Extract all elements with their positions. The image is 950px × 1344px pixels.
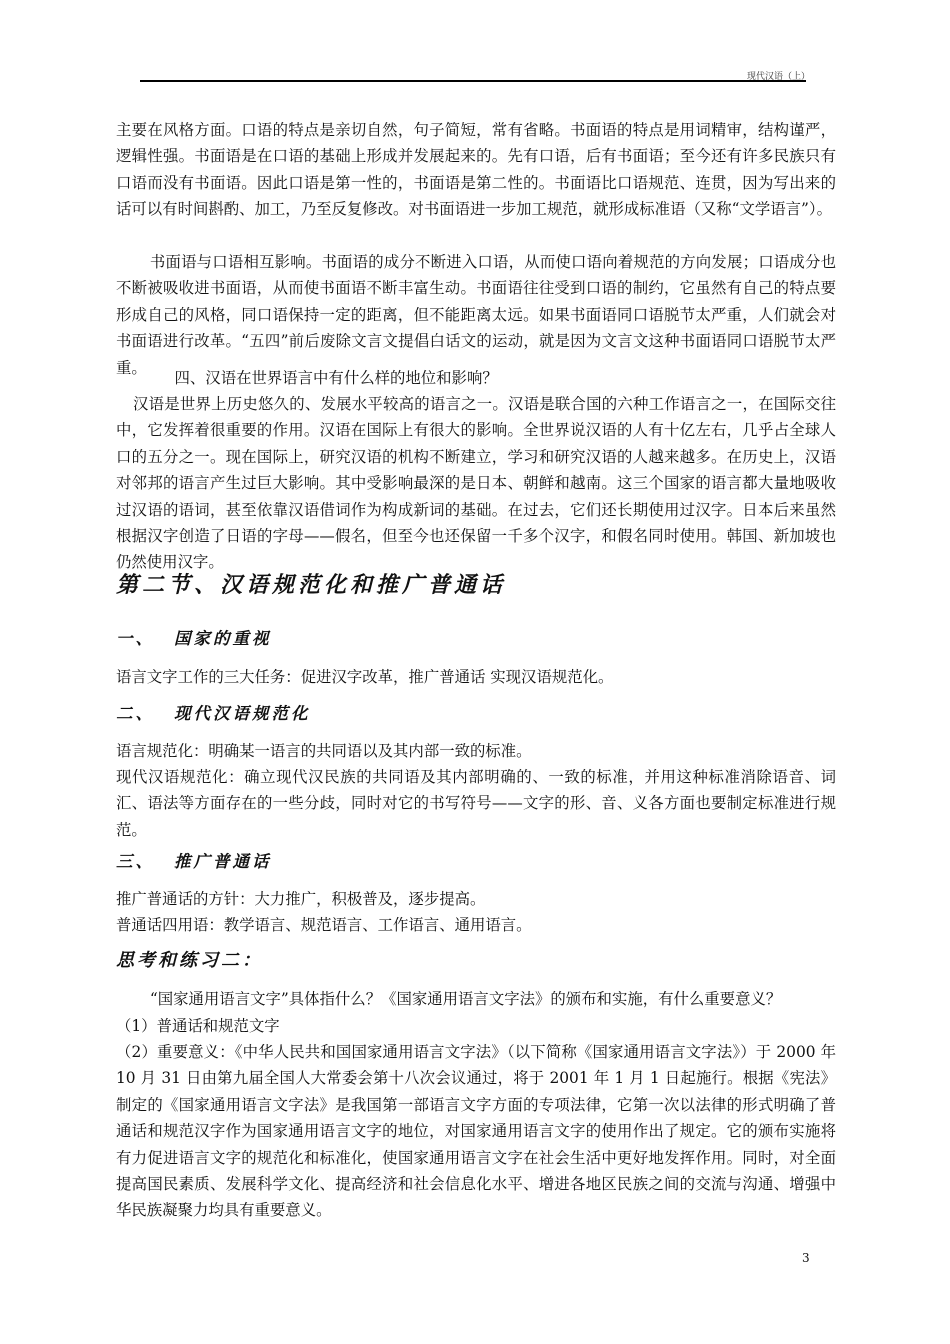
paragraph-mutual-influence: 书面语与口语相互影响。书面语的成分不断进入口语，从而使口语向着规范的方向发展；口语成分也不断被吸收进书面语，从而使书面语不断丰富生动。书面语往往受到口语的制约，它虽然有自己的特点要形成自己的风格，同口语保持一定的距离，但不能距离太远。如果书面语同口语脱节太严重，人们就会对书面语进行改革。“五四”前后废除文言文提倡白话文的运动，就是因为文言文这种书面语同口语脱节太严重。 <box>116 253 836 377</box>
subsection-number: 一、 <box>116 629 155 648</box>
subsection-1-text: 语言文字工作的三大任务：促进汉字改革，推广普通话 实现汉语规范化。 <box>116 668 614 686</box>
subsection-title: 国家的重视 <box>174 629 272 648</box>
subsection-2-text-2: 现代汉语规范化：确立现代汉民族的共同语及其内部明确的、一致的标准，并用这种标准消除语音、词汇、语法等方面存在的一些分歧，同时对它的书写符号——文字的形、音、义各方面也要制定标准进行规范。 <box>116 768 836 839</box>
subsection-title: 推广普通话 <box>174 852 272 871</box>
paragraph-written-spoken: 主要在风格方面。口语的特点是亲切自然，句子简短，常有省略。书面语的特点是用词精审，结构谨严，逻辑性强。书面语是在口语的基础上形成并发展起来的。先有口语，后有书面语；至今还有许多民族只有口语而没有书面语。因此口语是第一性的，书面语是第二性的。书面语比口语规范、连贯，因为写出来的话可以有时间斟酌、加工，乃至反复修改。对书面语进一步加工规范，就形成标准语（又称“文学语言”）。 <box>116 121 836 219</box>
subsection-3-text-1: 推广普通话的方针：大力推广，积极普及，逐步提高。 <box>116 890 486 908</box>
subsection-heading-3 <box>116 848 272 872</box>
subsection-3-text-2: 普通话四用语：教学语言、规范语言、工作语言、通用语言。 <box>116 916 532 934</box>
exercise-answer-1: （1）普通话和规范文字 <box>116 1017 280 1035</box>
exercise-answer-2: （2）重要意义：《中华人民共和国国家通用语言文字法》（以下简称《国家通用语言文字法》）于 2000 年 10 月 31 日由第九届全国人大常委会第十八次会议通过，将于 2001 年 1 月 1 日起施行。根据《宪法》制定的《国家通用语言文字法》是我国第一部语言文字方面的专项法律，它第一次以法律的形式明确了普通话和规范汉字作为国家通用语言文字的地位，对国家通用语言文字的使用作出了规定。它的颁布实施将有力促进语言文字的规范化和标准化，使国家通用语言文字在社会生活中更好地发挥作用。同时，对全面提高国民素质、发展科学文化、提高经济和社会信息化水平、增进各地区民族之间的交流与沟通、增强中华民族凝聚力均具有重要意义。 <box>116 1043 836 1220</box>
running-header: 现代汉语（上） <box>746 72 810 82</box>
exercise-title: 思考和练习二： <box>116 950 263 971</box>
subsection-number: 二、 <box>116 704 155 723</box>
subsection-title: 现代汉语规范化 <box>174 704 311 723</box>
header-rule <box>140 80 806 82</box>
paragraph-world-status: 汉语是世界上历史悠久的、发展水平较高的语言之一。汉语是联合国的六种工作语言之一，在国际交往中，它发挥着很重要的作用。汉语在国际上有很大的影响。全世界说汉语的人有十亿左右，几乎占全球人口的五分之一。现在国际上，研究汉语的机构不断建立，学习和研究汉语的人越来越多。在历史上，汉语对邻邦的语言产生过巨大影响。其中受影响最深的是日本、朝鲜和越南。这三个国家的语言都大量地吸收过汉语的语词，甚至依靠汉语借词作为构成新词的基础。在过去，它们还长期使用过汉字。日本后来虽然根据汉字创造了日语的字母——假名，但至今也还保留一千多个汉字，和假名同时使用。韩国、新加坡也仍然使用汉字。 <box>116 395 836 572</box>
section-title: 第二节、汉语规范化和推广普通话 <box>116 573 507 598</box>
subsection-heading-2 <box>116 700 311 724</box>
page-number: 3 <box>802 1251 810 1265</box>
question-heading: 四、汉语在世界语言中有什么样的地位和影响？ <box>174 369 498 387</box>
subsection-number: 三、 <box>116 852 155 871</box>
exercise-question: “国家通用语言文字”具体指什么？《国家通用语言文字法》的颁布和实施，有什么重要意义？ <box>149 990 782 1008</box>
subsection-2-text-1: 语言规范化：明确某一语言的共同语以及其内部一致的标准。 <box>116 742 532 760</box>
subsection-heading-1 <box>116 625 272 649</box>
